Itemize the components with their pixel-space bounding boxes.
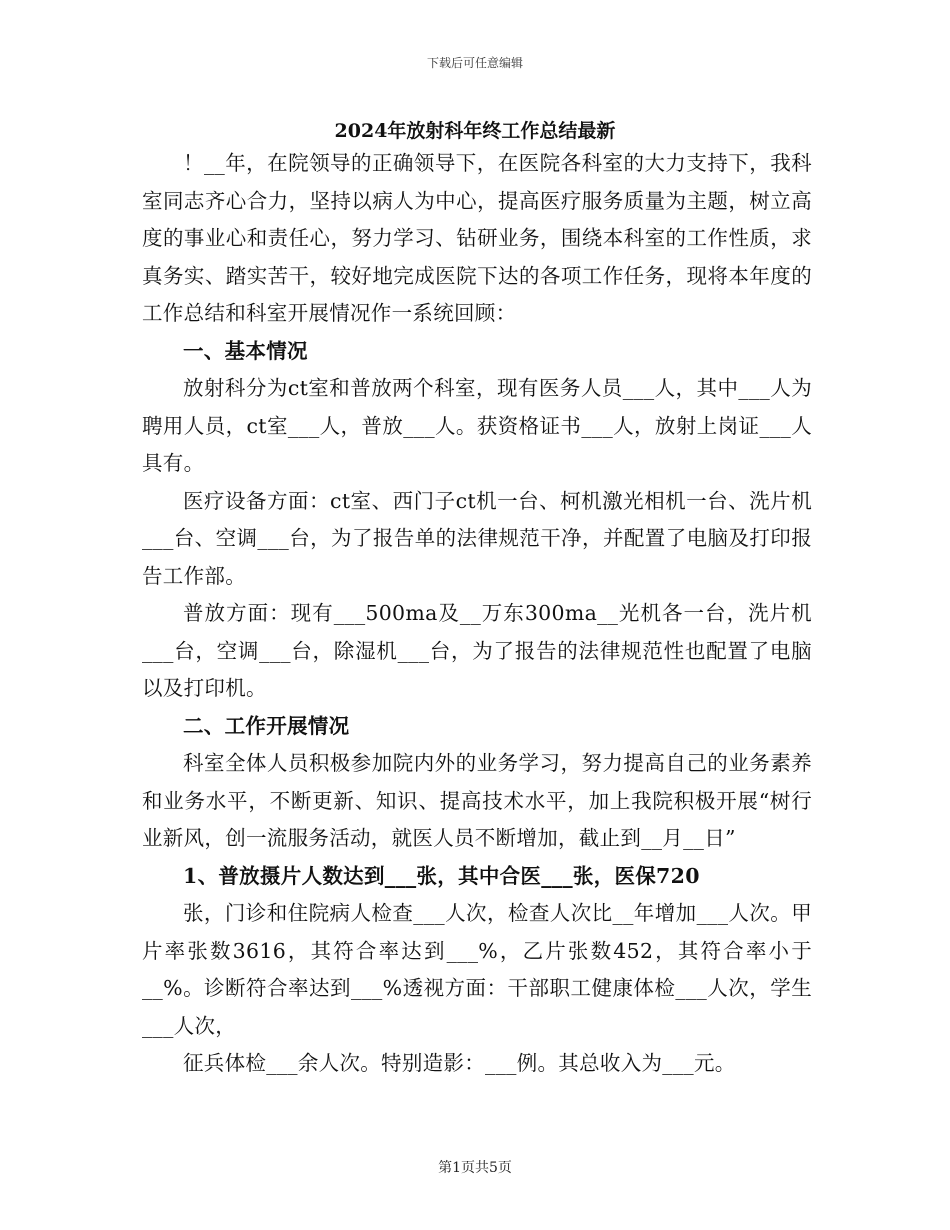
paragraph-staff: 放射科分为ct室和普放两个科室，现有医务人员___人，其中___人为聘用人员，ct室___人，普放___人。获资格证书___人，放射上岗证___人具有。 <box>142 376 812 475</box>
item-heading-radiography: 1、普放摄片人数达到___张，其中合医___张，医保720 <box>183 863 700 888</box>
document-title: 2024年放射科年终工作总结最新 <box>334 120 616 142</box>
header-note: 下载后可任意编辑 <box>426 56 523 70</box>
section-heading-basic: 一、基本情况 <box>183 338 308 363</box>
paragraph-statistics: 张，门诊和住院病人检查___人次，检查人次比__年增加___人次。甲片率张数3616，其符合率达到___%，乙片张数452，其符合率小于__%。诊断符合率达到___%透视方面：干部职工健康体检___人次，学生___人次， <box>142 901 812 1038</box>
paragraph-recruit-exam: 征兵体检___余人次。特别造影：___例。其总收入为___元。 <box>183 1051 736 1075</box>
paragraph-learning: 科室全体人员积极参加院内外的业务学习，努力提高自己的业务素养和业务水平，不断更新、知识、提高技术水平，加上我院积极开展“树行业新风，创一流服务活动，就医人员不断增加，截止到__月__日” <box>142 751 812 850</box>
intro-paragraph: ！__年，在院领导的正确领导下，在医院各科室的大力支持下，我科室同志齐心合力，坚持以病人为中心，提高医疗服务质量为主题，树立高度的事业心和责任心，努力学习、钻研业务，围绕本科室的工作性质，求真务实、踏实苦干，较好地完成医院下达的各项工作任务，现将本年度的工作总结和科室开展情况作一系统回顾： <box>142 151 812 325</box>
page-number: 第1页共5页 <box>438 1160 512 1176</box>
document-body <box>142 145 812 1083</box>
paragraph-general-equipment: 普放方面：现有___500ma及__万东300ma__光机各一台，洗片机___台，空调___台，除湿机___台，为了报告的法律规范性也配置了电脑以及打印机。 <box>142 601 812 700</box>
paragraph-ct-equipment: 医疗设备方面：ct室、西门子ct机一台、柯机激光相机一台、洗片机___台、空调___台，为了报告单的法律规范干净，并配置了电脑及打印报告工作部。 <box>142 488 812 588</box>
section-heading-work: 二、工作开展情况 <box>183 713 350 738</box>
